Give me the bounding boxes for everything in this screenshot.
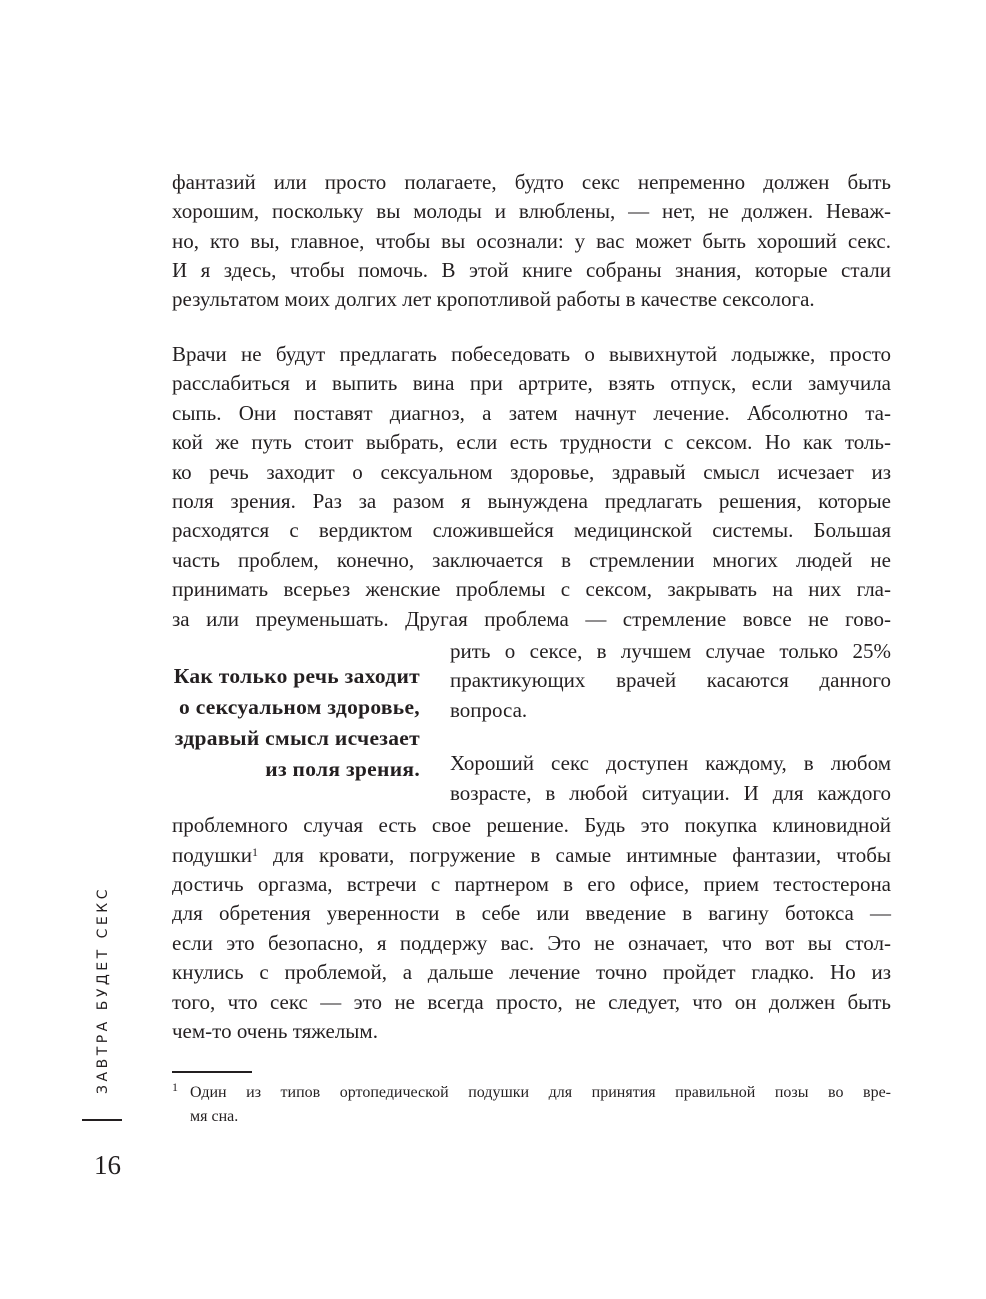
text-line: вопроса. xyxy=(450,698,528,722)
text-line: хорошим, поскольку вы молоды и влюблены, — нет, не должен. Неваж- xyxy=(172,199,891,223)
text-line: поля зрения. Раз за разом я вынуждена предлагать решения, которые xyxy=(172,489,891,513)
running-head: ЗАВТРА БУДЕТ СЕКС xyxy=(95,886,111,1094)
text-line: кой же путь стоит выбрать, если есть трудности с сексом. Но как толь- xyxy=(172,430,891,454)
text-line: расслабиться и выпить вина при артрите, взять отпуск, если замучила xyxy=(172,371,891,395)
text-line: Врачи не будут предлагать побеседовать о вывихнутой лодыжке, просто xyxy=(172,342,891,366)
text-line: часть проблем, конечно, заключается в стремлении многих людей не xyxy=(172,548,891,572)
text-line: Хороший секс доступен каждому, в любом xyxy=(450,751,891,775)
pull-quote-line: о сексуальном здоровье, xyxy=(178,695,420,719)
text-line: достичь оргазма, встречи с партнером в его офисе, прием тестостерона xyxy=(172,872,891,896)
footnote-line: Один из типов ортопедической подушки для принятия правильной позы во вре- xyxy=(190,1084,891,1101)
text-line: расходятся с вердиктом сложившейся медицинской системы. Большая xyxy=(172,518,891,542)
text-line: проблемного случая есть свое решение. Будь это покупка клиновидной xyxy=(172,813,891,837)
text-line: но, кто вы, главное, чтобы вы осознали: у вас может быть хороший секс. xyxy=(172,229,891,253)
pull-quote-line: здравый смысл исчезает xyxy=(174,726,420,750)
page-number-rule xyxy=(82,1119,122,1121)
text-line: принимать всерьез женские проблемы с сексом, закрывать на них гла- xyxy=(172,577,891,601)
text-line: И я здесь, чтобы помочь. В этой книге собраны знания, которые стали xyxy=(172,258,891,282)
text-line: ко речь заходит о сексуальном здоровье, здравый смысл исчезает из xyxy=(172,460,891,484)
footnote-ref[interactable]: 1 xyxy=(251,845,258,859)
text: подушки xyxy=(172,843,252,867)
text-line: за или преуменьшать. Другая проблема — стремление вовсе не гово- xyxy=(172,607,891,631)
text-line: возрасте, в любой ситуации. И для каждого xyxy=(450,781,891,805)
page-number: 16 xyxy=(94,1150,121,1180)
text-line: фантазий или просто полагаете, будто секс непременно должен быть xyxy=(172,170,891,194)
footnote-rule xyxy=(172,1071,252,1073)
text-line: кнулись с проблемой, а дальше лечение точно пройдет гладко. Но из xyxy=(172,960,891,984)
footnote-line: мя сна. xyxy=(190,1108,239,1125)
text-line xyxy=(172,841,891,869)
text-line: того, что секс — это не всегда просто, не следует, что он должен быть xyxy=(172,990,891,1014)
text-line: результатом моих долгих лет кропотливой работы в качестве сексолога. xyxy=(172,287,815,311)
pull-quote-line: из поля зрения. xyxy=(265,757,420,781)
text-line: сыпь. Они поставят диагноз, а затем начнут лечение. Абсолютно та- xyxy=(172,401,891,425)
text: для кровати, погружение в самые интимные фантазии, чтобы xyxy=(273,843,891,867)
text-line: рить о сексе, в лучшем случае только 25% xyxy=(450,639,891,663)
footnote-marker: 1 xyxy=(172,1080,178,1094)
text-line: для обретения уверенности в себе или введение в вагину ботокса — xyxy=(172,901,891,925)
pull-quote-line: Как только речь заходит xyxy=(173,664,420,688)
text-line: практикующих врачей касаются данного xyxy=(450,668,891,692)
text-line: чем-то очень тяжелым. xyxy=(172,1019,378,1043)
text-line: если это безопасно, я поддержу вас. Это не означает, что вот вы стол- xyxy=(172,931,891,955)
